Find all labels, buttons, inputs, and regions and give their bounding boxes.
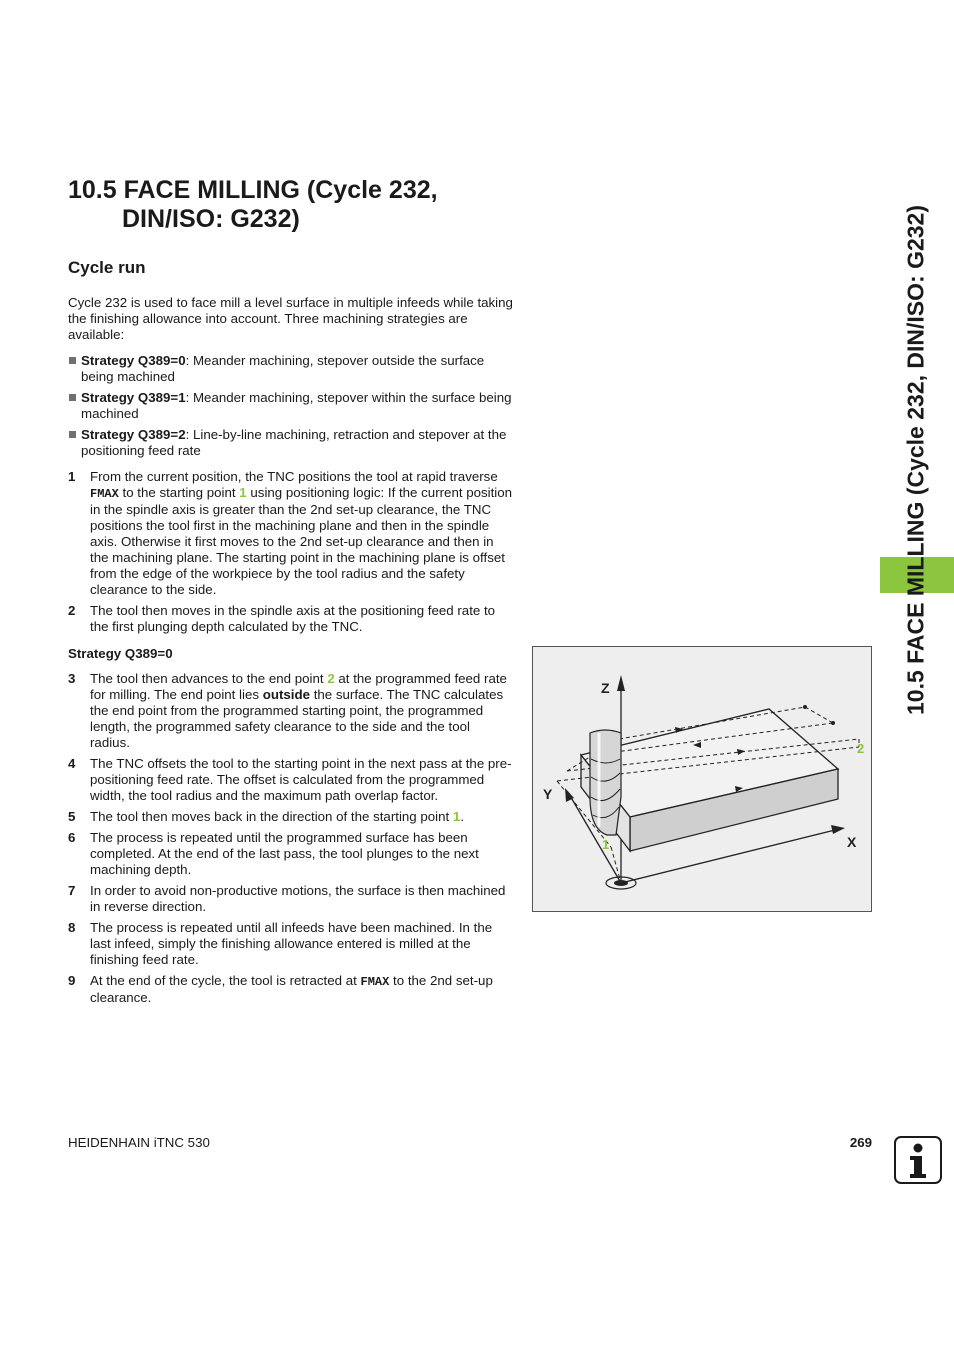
step-item: 2 The tool then moves in the spindle axis at the positioning feed rate to the first plunging depth calculated by the TNC. bbox=[68, 603, 496, 634]
step-list-1 bbox=[68, 469, 513, 635]
title-line-1: 10.5 FACE MILLING (Cycle 232, bbox=[68, 176, 438, 204]
page-number: 269 bbox=[849, 1135, 872, 1150]
step-item: 1 From the current position, the TNC positions the tool at rapid traverse FMAX to the starting point 1 using positioning logic: If the current position in the spindle axis is greater than the 2nd set-up clearance, the TNC positions the tool first in the machining plane and then in the spindle axis. Otherwise it first moves to the 2nd set-up clearance and then in the machining plane. The starting point in the machining plane is offset from the edge of the workpiece by the tool radius and the safety clearance to the side. bbox=[68, 469, 513, 597]
face-milling-diagram bbox=[533, 647, 871, 911]
point-1-label: 1 bbox=[602, 837, 610, 852]
section-heading: Cycle run bbox=[68, 258, 146, 277]
bullet-square-icon bbox=[69, 394, 76, 401]
path-point bbox=[831, 721, 835, 725]
strategy-item: Strategy Q389=2: Line-by-line machining, retraction and stepover at the positioning feed rate bbox=[68, 427, 513, 459]
strategy-item: Strategy Q389=0: Meander machining, stepover outside the surface being machined bbox=[68, 353, 513, 385]
step-item: 8 The process is repeated until all infeeds have been machined. In the last infeed, simply the finishing allowance entered is milled at the finishing feed rate. bbox=[68, 920, 493, 967]
footer-product: HEIDENHAIN iTNC 530 bbox=[68, 1135, 210, 1150]
step-item: 9 At the end of the cycle, the tool is retracted at FMAX to the 2nd set-up clearance. bbox=[68, 973, 493, 1005]
info-icon bbox=[894, 1136, 942, 1184]
step-list-2 bbox=[68, 671, 513, 1006]
body-text bbox=[68, 295, 513, 1011]
z-axis-arrow-icon bbox=[617, 675, 625, 691]
z-axis-label: Z bbox=[601, 680, 610, 696]
y-axis-label: Y bbox=[543, 786, 553, 802]
step-item: 3 The tool then advances to the end point 2 at the programmed feed rate for milling. The end point lies outside the surface. The TNC calculates the end point from the programmed starting point, the programmed length, the programmed safety clearance to the side and the tool radius. bbox=[68, 671, 507, 750]
step-item: 7 In order to avoid non-productive motions, the surface is then machined in reverse direction. bbox=[68, 883, 506, 914]
intro-paragraph: Cycle 232 is used to face mill a level surface in multiple infeeds while taking the finishing allowance into account. Three machining strategies are available: bbox=[68, 295, 513, 342]
milling-cutter-icon bbox=[590, 730, 621, 835]
face-milling-figure bbox=[532, 646, 872, 912]
x-axis-arrow-icon bbox=[831, 825, 845, 834]
point-2-label: 2 bbox=[857, 741, 865, 756]
strategy-list bbox=[68, 353, 513, 459]
side-running-title: 10.5 FACE MILLING (Cycle 232, DIN/ISO: G232) bbox=[902, 205, 929, 715]
page-title bbox=[68, 176, 528, 234]
step-item: 5 The tool then moves back in the direction of the starting point 1. bbox=[68, 809, 465, 824]
step-item: 6 The process is repeated until the programmed surface has been completed. At the end of the last pass, the tool plunges to the next machining depth. bbox=[68, 830, 479, 877]
strategy-item: Strategy Q389=1: Meander machining, stepover within the surface being machined bbox=[68, 390, 513, 422]
x-axis-label: X bbox=[847, 834, 857, 850]
bullet-square-icon bbox=[69, 357, 76, 364]
title-line-2: DIN/ISO: G232) bbox=[122, 205, 300, 233]
bullet-square-icon bbox=[69, 431, 76, 438]
strategy-heading: Strategy Q389=0 bbox=[68, 646, 173, 661]
step-item: 4 The TNC offsets the tool to the starting point in the next pass at the pre-positioning feed rate. The offset is calculated from the programmed width, the tool radius and the maximum path overlap factor. bbox=[68, 756, 512, 803]
path-point bbox=[803, 705, 807, 709]
